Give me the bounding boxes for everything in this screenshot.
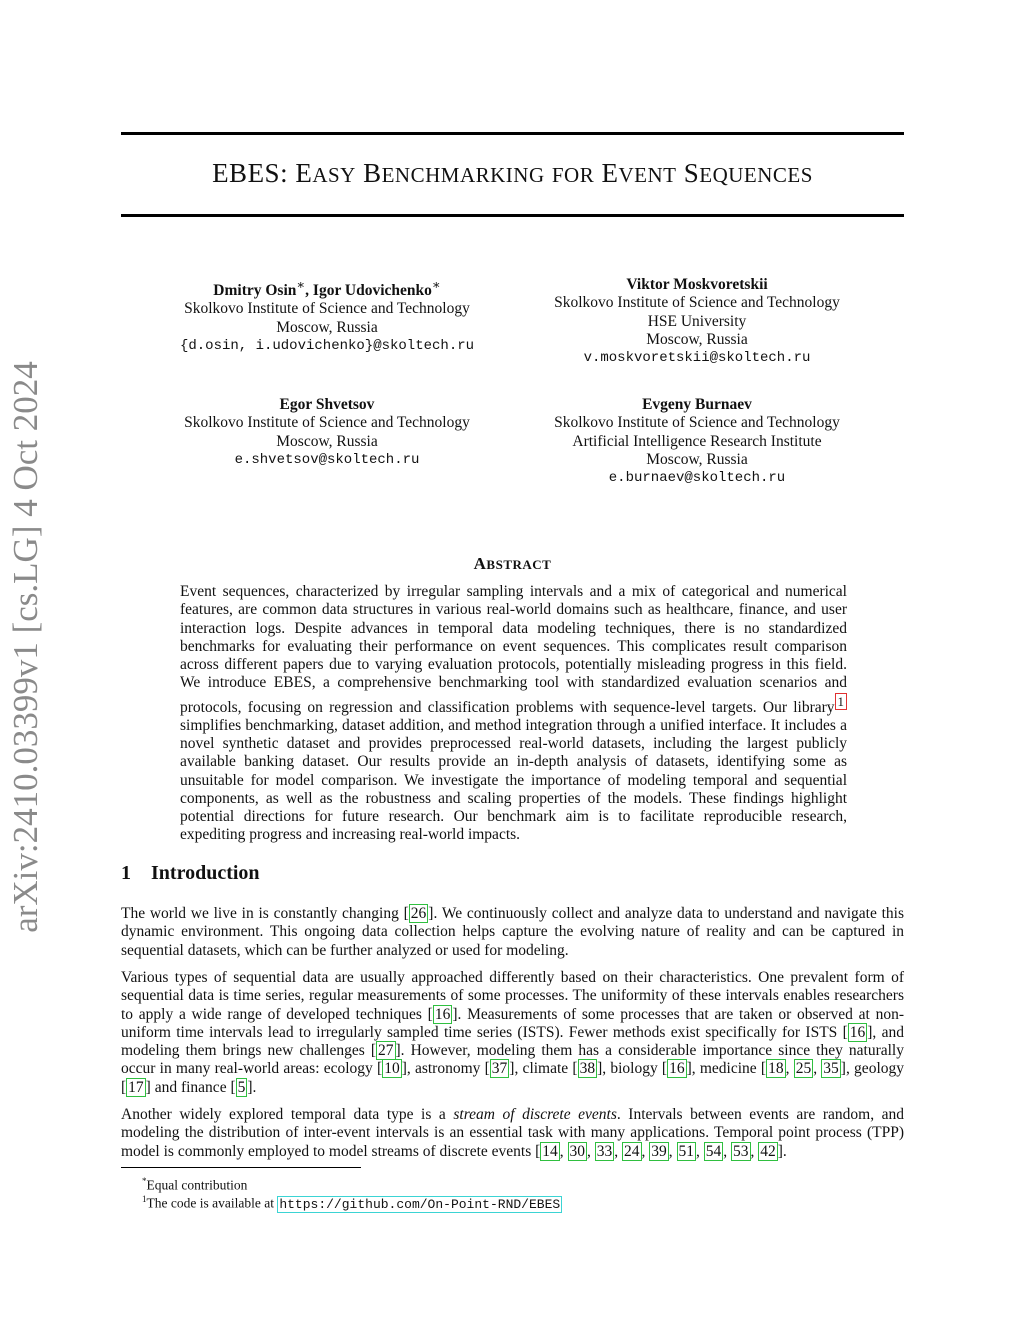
author-email: e.burnaev@skoltech.ru — [608, 470, 786, 487]
citation-link[interactable]: 53 — [733, 1142, 749, 1160]
citation-link[interactable]: 54 — [705, 1142, 722, 1160]
author-email: e.shvetsov@skoltech.ru — [234, 451, 420, 468]
author-email: {d.osin, i.udovichenko}@skoltech.ru — [179, 338, 475, 355]
citation-link[interactable]: 51 — [678, 1142, 695, 1160]
citation-link[interactable]: 26 — [410, 905, 427, 922]
footnote: $^1$The code is available at https://github.com/On-Point-RND/EBES — [142, 1194, 561, 1212]
citation-link[interactable]: 14 — [542, 1142, 558, 1160]
location: Moscow, Russia — [276, 318, 378, 336]
affiliation: Skolkovo Institute of Science and Technology — [554, 294, 840, 312]
author-name: Dmitry Osin — [213, 282, 297, 300]
citation-link[interactable]: 35 — [823, 1060, 839, 1078]
arxiv-identifier-watermark: arXiv:2410.03399v1 [cs.LG] 4 Oct 2024 — [6, 361, 45, 933]
affiliation: HSE University — [647, 312, 747, 330]
author-name: Egor Shvetsov — [279, 396, 375, 413]
citation-link[interactable]: 25 — [795, 1060, 812, 1078]
author-name: Evgeny Burnaev — [642, 396, 752, 413]
author-block — [147, 396, 507, 469]
footnote-divider — [121, 1167, 361, 1168]
citation-list: 14 , 30 , 33 , 24 , 39 , 51 , 54 , 53 , 42 — [542, 1142, 776, 1160]
location: Moscow, Russia — [276, 432, 378, 450]
author-block: Dmitry Osin∗, Igor Udovichenko∗ Skolkovo Institute of Science and Technology Moscow, Russia {d.osin, i.udovichenko}@skoltech.ru — [147, 276, 507, 355]
citation-link[interactable]: 38 — [579, 1060, 596, 1078]
citation-link[interactable]: 30 — [569, 1142, 586, 1160]
citation-link[interactable]: 18 — [768, 1060, 784, 1078]
affiliation: Artificial Intelligence Research Institute — [572, 432, 822, 450]
affiliation: Skolkovo Institute of Science and Technology — [554, 414, 840, 432]
paragraph: Various types of sequential data are usually approached differently based on their characteristics. One prevalent form of sequential data is time series, regular measurements of some processes. The uniformity of these intervals enables researchers to apply a wide range of developed techniques [ 16 ]. Measurements of some processes that are taken or observed at non-uniform time intervals lead to irregularly sampled time series (ISTS). Fewer methods exist specifically for ISTS [ 16 ], and modeling them brings new challenges [ 27 ]. However, modeling them has a considerable importance since they naturally occur in many real-world areas: ecology [ 10 ], astronomy [ 37 ], climate [ 38 ], biology [ 16 ], medicine [ 18 , 25 , 35 ], geology [ 17 ] and finance [ 5 ]. — [121, 969, 904, 1096]
author-email: v.moskvoretskii@skoltech.ru — [583, 350, 811, 367]
author-block — [517, 396, 877, 487]
author-name: Viktor Moskvoretskii — [626, 276, 768, 293]
abstract-heading: ABSTRACT — [473, 554, 552, 573]
citation-link[interactable]: 27 — [378, 1042, 394, 1060]
abstract-text: Event sequences, characterized by irregular sampling intervals and a mix of categorical and numerical features, are common data structures in various real-world domains such as healthcare, finance, and user interaction logs. Despite advances in temporal data modeling techniques, there is no standardized benchmarks for evaluating their performance on event sequences. This complicates result comparison across different papers due to varying evaluation protocols, potentially misleading progress in this field. We introduce EBES, a comprehensive benchmarking tool with standardized evaluation scenarios and protocols, focusing on regression and classification problems with sequence-level targets. Our library $^1$ simplifies benchmarking, dataset addition, and method integration through a unified interface. It includes a novel synthetic dataset and provides preprocessed real-world datasets, including the largest publicly available banking dataset. Our results provide an in-depth analysis of datasets, identifying some as unsuitable for model comparison. We investigate the importance of modeling temporal and sequential components, as well as the robustness and scaling properties of the models. These findings highlight potential directions for future research. Our benchmark aim is to facilitate reproducible research, expediting progress and increasing real-world impacts. — [180, 583, 847, 844]
author-block — [517, 276, 877, 367]
citation-link[interactable]: 37 — [491, 1060, 508, 1078]
citation-link[interactable]: 42 — [760, 1142, 776, 1160]
location: Moscow, Russia — [646, 450, 748, 468]
citation-link[interactable]: 24 — [624, 1142, 640, 1160]
affiliation: Skolkovo Institute of Science and Technology — [184, 414, 470, 432]
affiliation: Skolkovo Institute of Science and Technology — [184, 300, 470, 318]
title-rule-top — [121, 132, 904, 135]
citation-link[interactable]: 16 — [849, 1023, 866, 1041]
footnote-link[interactable]: 1 — [835, 693, 847, 710]
citation-link[interactable]: 5 — [237, 1078, 246, 1096]
citation-link[interactable]: 33 — [596, 1142, 613, 1160]
citation-link[interactable]: 10 — [384, 1060, 400, 1078]
citation-link[interactable]: 39 — [651, 1142, 667, 1160]
paper-title: EBES: EASY BENCHMARKING FOR EVENT SEQUENCES — [212, 158, 813, 188]
citation-link[interactable]: 17 — [128, 1078, 144, 1096]
section-heading: 1 Introduction — [121, 862, 260, 884]
paragraph: Another widely explored temporal data type is a stream of discrete events. Intervals between events are random, and modeling the distribution of inter-event intervals is an essential task with many applications. Temporal point process (TPP) model is commonly employed to model streams of discrete events [ 14 , 30 , 33 , 24 , 39 , 51 , 54 , 53 , 42 ]. — [121, 1106, 905, 1160]
paragraph: The world we live in is constantly changing [ 26 ]. We continuously collect and analyze data to understand and navigate this dynamic environment. This ongoing data collection helps capture the evolving nature of reality and can be captured in sequential datasets, which can be further analyzed or used for modeling. — [121, 905, 904, 959]
title-rule-bottom — [121, 214, 904, 217]
location: Moscow, Russia — [646, 330, 748, 348]
citation-link[interactable]: 16 — [434, 1005, 451, 1023]
citation-link[interactable]: 16 — [669, 1060, 685, 1078]
code-url-link[interactable]: https://github.com/On-Point-RND/EBES — [279, 1196, 561, 1212]
footnote: *Equal contribution — [142, 1176, 248, 1193]
